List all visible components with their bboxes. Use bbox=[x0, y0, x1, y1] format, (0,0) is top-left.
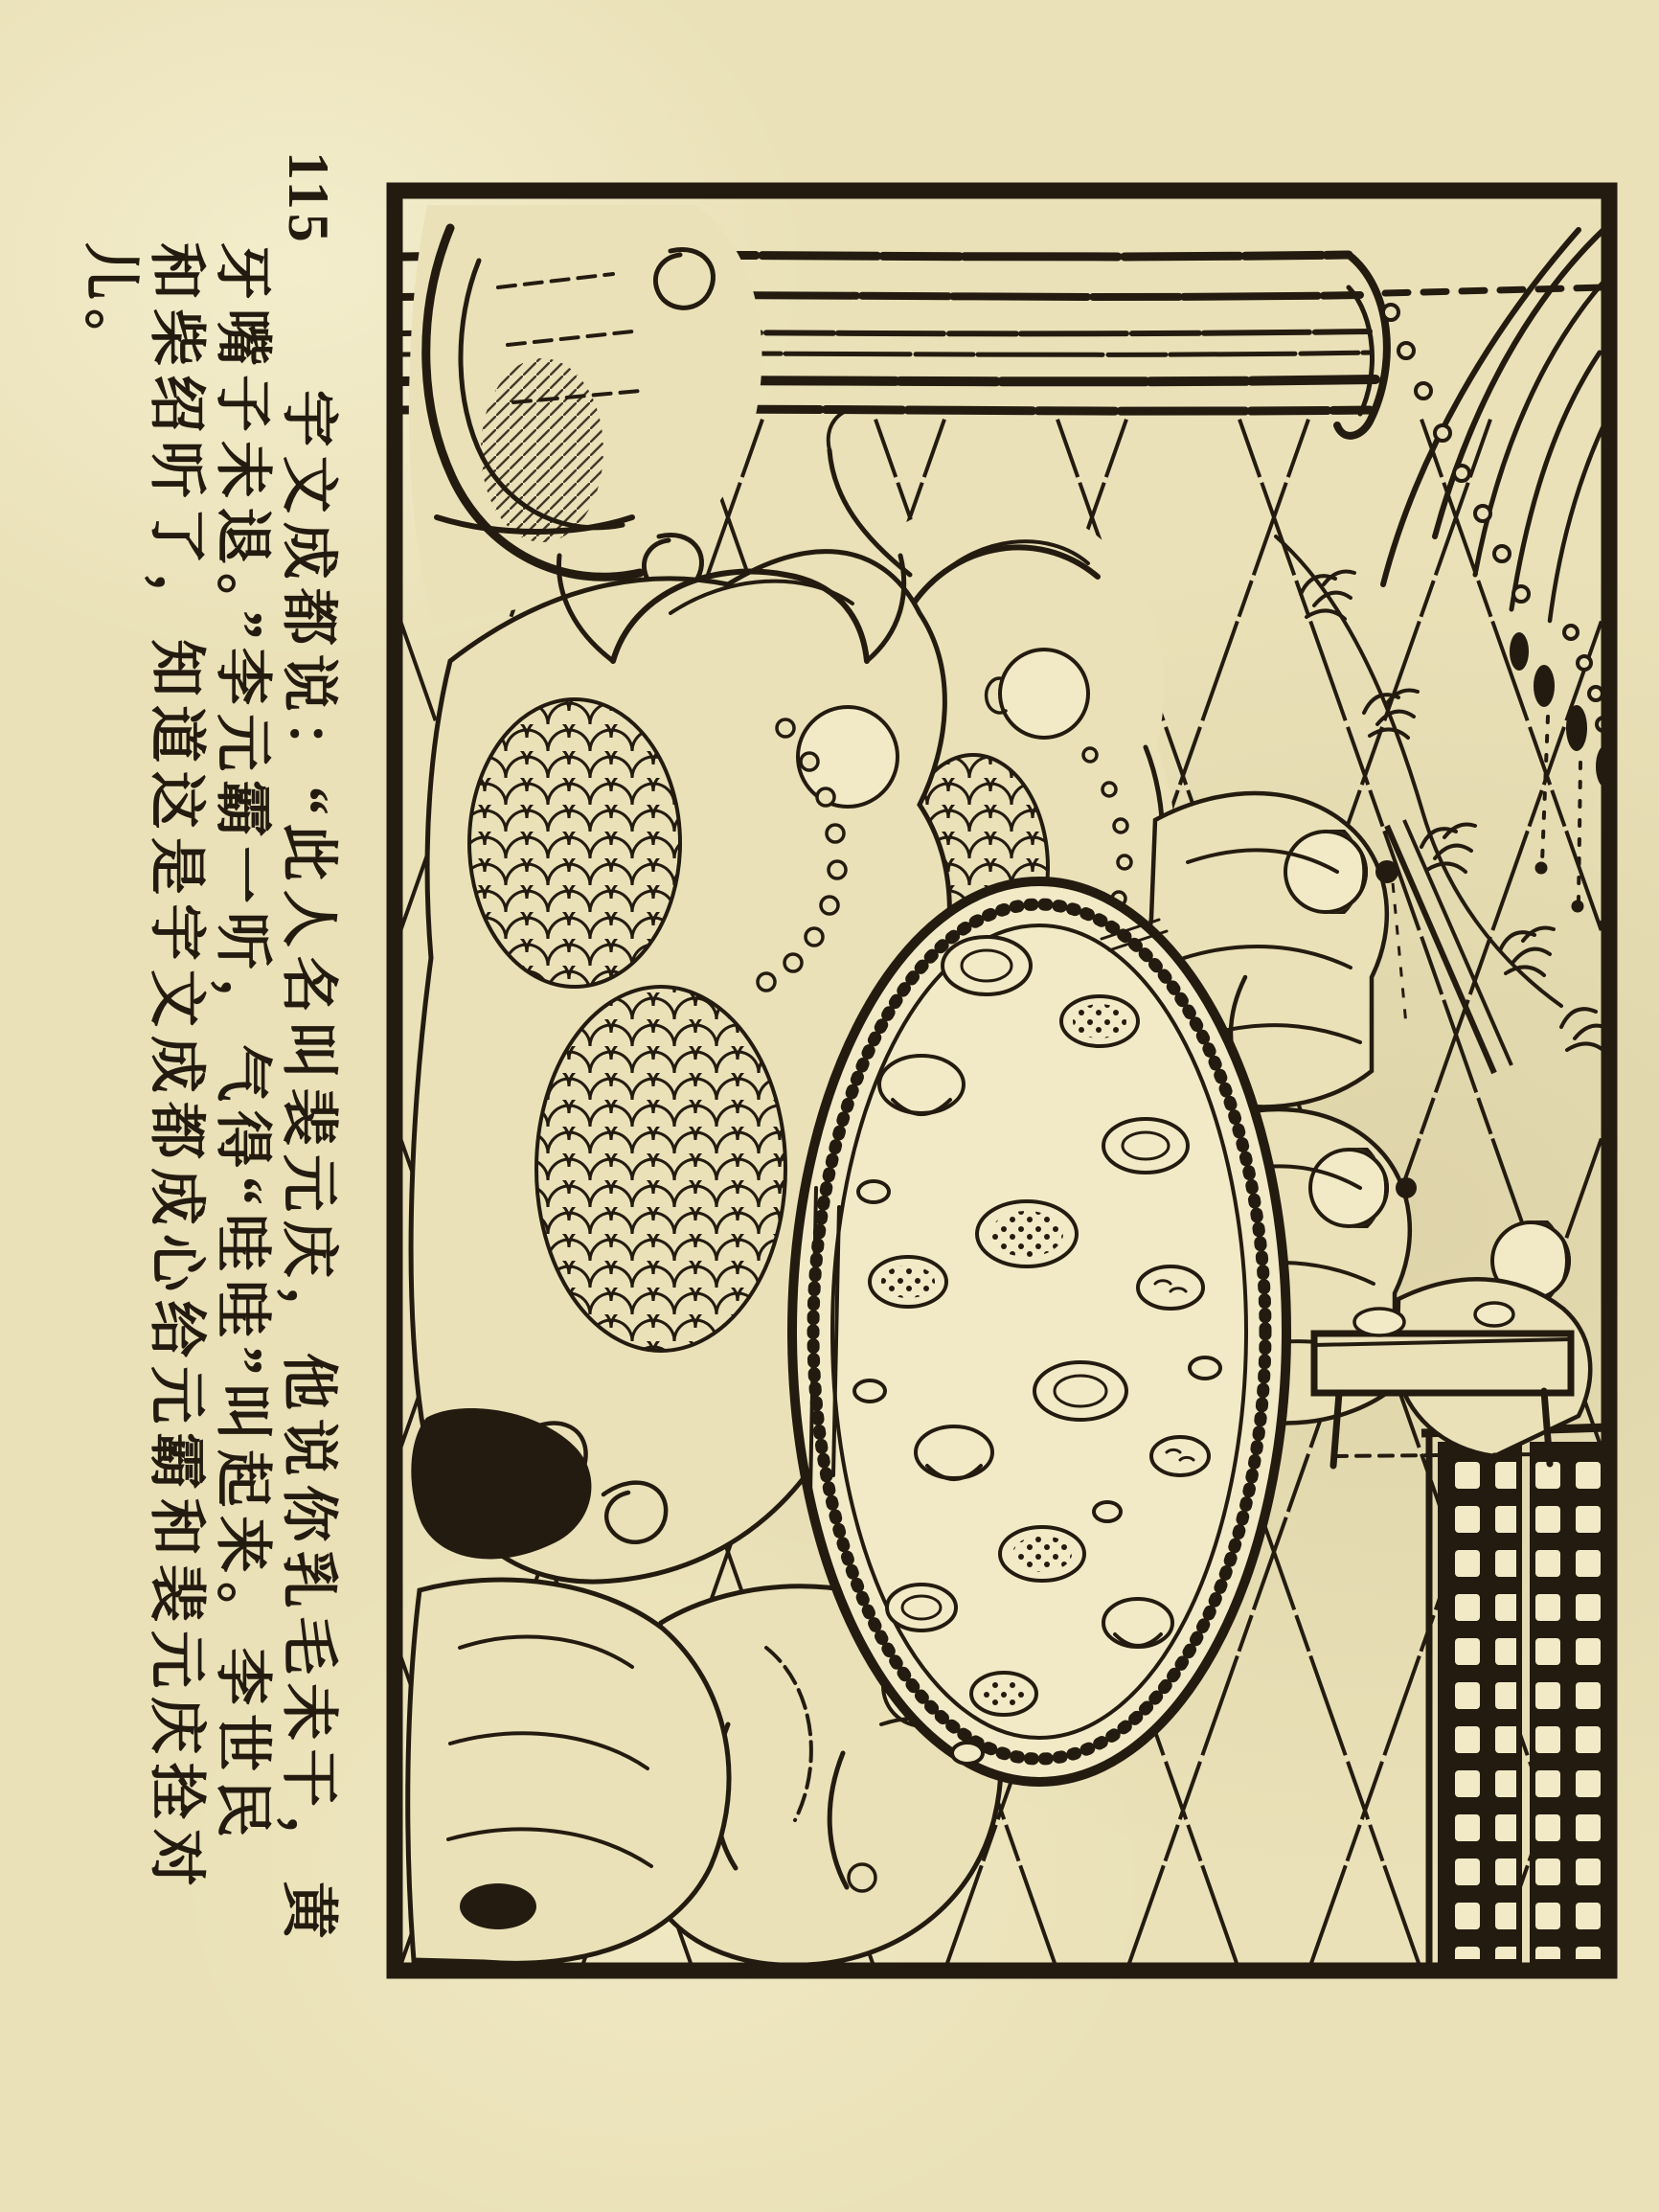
caption bbox=[73, 151, 341, 1991]
caption-line bbox=[275, 151, 341, 1991]
window-lattice bbox=[1421, 1427, 1609, 1966]
page-number: 115 bbox=[277, 151, 340, 246]
banquet-table bbox=[792, 881, 1286, 1782]
caption-text: 宇文成都说：“此人名叫裴元庆，他说你乳毛未干，黄 bbox=[277, 389, 340, 1948]
caption-line: 和柴绍听了，知道这是宇文成都成心给元霸和裴元庆拴对 bbox=[145, 242, 208, 1895]
caption-line: 牙嘴子未退。”李元霸一听，气得“哇哇”叫起来。李世民 bbox=[211, 242, 274, 1846]
caption-line: 儿。 bbox=[79, 242, 142, 375]
